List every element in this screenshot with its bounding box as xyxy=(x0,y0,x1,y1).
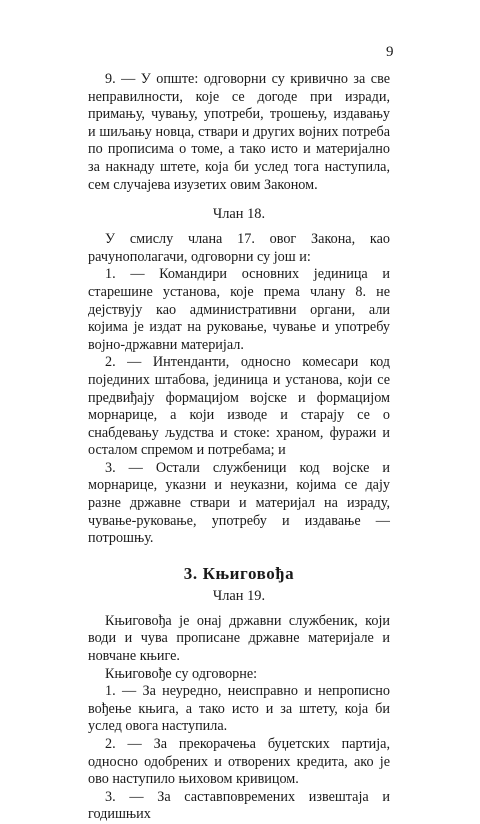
article-18-intro: У смислу члана 17. овог Закона, као рачунополагачи, одговорни су још и: xyxy=(88,231,390,265)
article-19-item-2: 2. — За прекорачења буџетских партија, односно одобрених и отворених кредита, ако је ово наступило њиховом кривицом. xyxy=(88,736,390,788)
article-18-title: Члан 18. xyxy=(212,206,266,223)
article-18-item-2: 2. — Интенданти, односно комесари код појединих штабова, јединица и установа, који се предвиђају формацијом војске и формацијом морнарице, а који изводе и старају се о снабдевању људства и стоке: храном, фуражи и осталом спремом и потребама; и xyxy=(88,354,390,459)
paragraph-item-9: 9. — У опште: одговорни су кривично за све неправилности, које се догоде при изради, примању, чувању, употреби, трошењу, издавању и шиљању новца, ствари и других војних потреба по прописима о томе, а тако исто и материјално за накнаду штете, која би услед тога наступила, сем случајева изузетих овим Законом. xyxy=(88,71,390,193)
article-18-item-1: 1. — Командири основних јединица и старешине установа, које према члану 8. не дејствују као административни органи, али којима је издат на руковање, чување и употребу војно-државни материјал. xyxy=(88,266,390,353)
body-text xyxy=(88,71,390,824)
page-number: 9 xyxy=(386,44,394,60)
article-19-item-3: 3. — За саставповремених извештаја и годишњих xyxy=(88,788,390,823)
article-19-item-1: 1. — За неуредно, неисправно и непрописно вођење књига, а тако исто и за штету, која би услед овога наступила. xyxy=(88,683,390,735)
section-title: 3. Књиговођа xyxy=(183,563,295,583)
article-19-responsibility: Књиговође су одговорне: xyxy=(105,665,258,682)
article-19-title: Члан 19. xyxy=(212,587,266,604)
article-19-intro: Књиговођа је онај државни службеник, који води и чува прописане државне материјале и новчане књиге. xyxy=(88,612,390,665)
article-18-item-3: 3. — Остали службеници код војске и морнарице, указни и неуказни, којима се дају разне државне ствари и материјал на израду, чување-руковање, употребу и издавање — потрошњу. xyxy=(88,459,390,547)
